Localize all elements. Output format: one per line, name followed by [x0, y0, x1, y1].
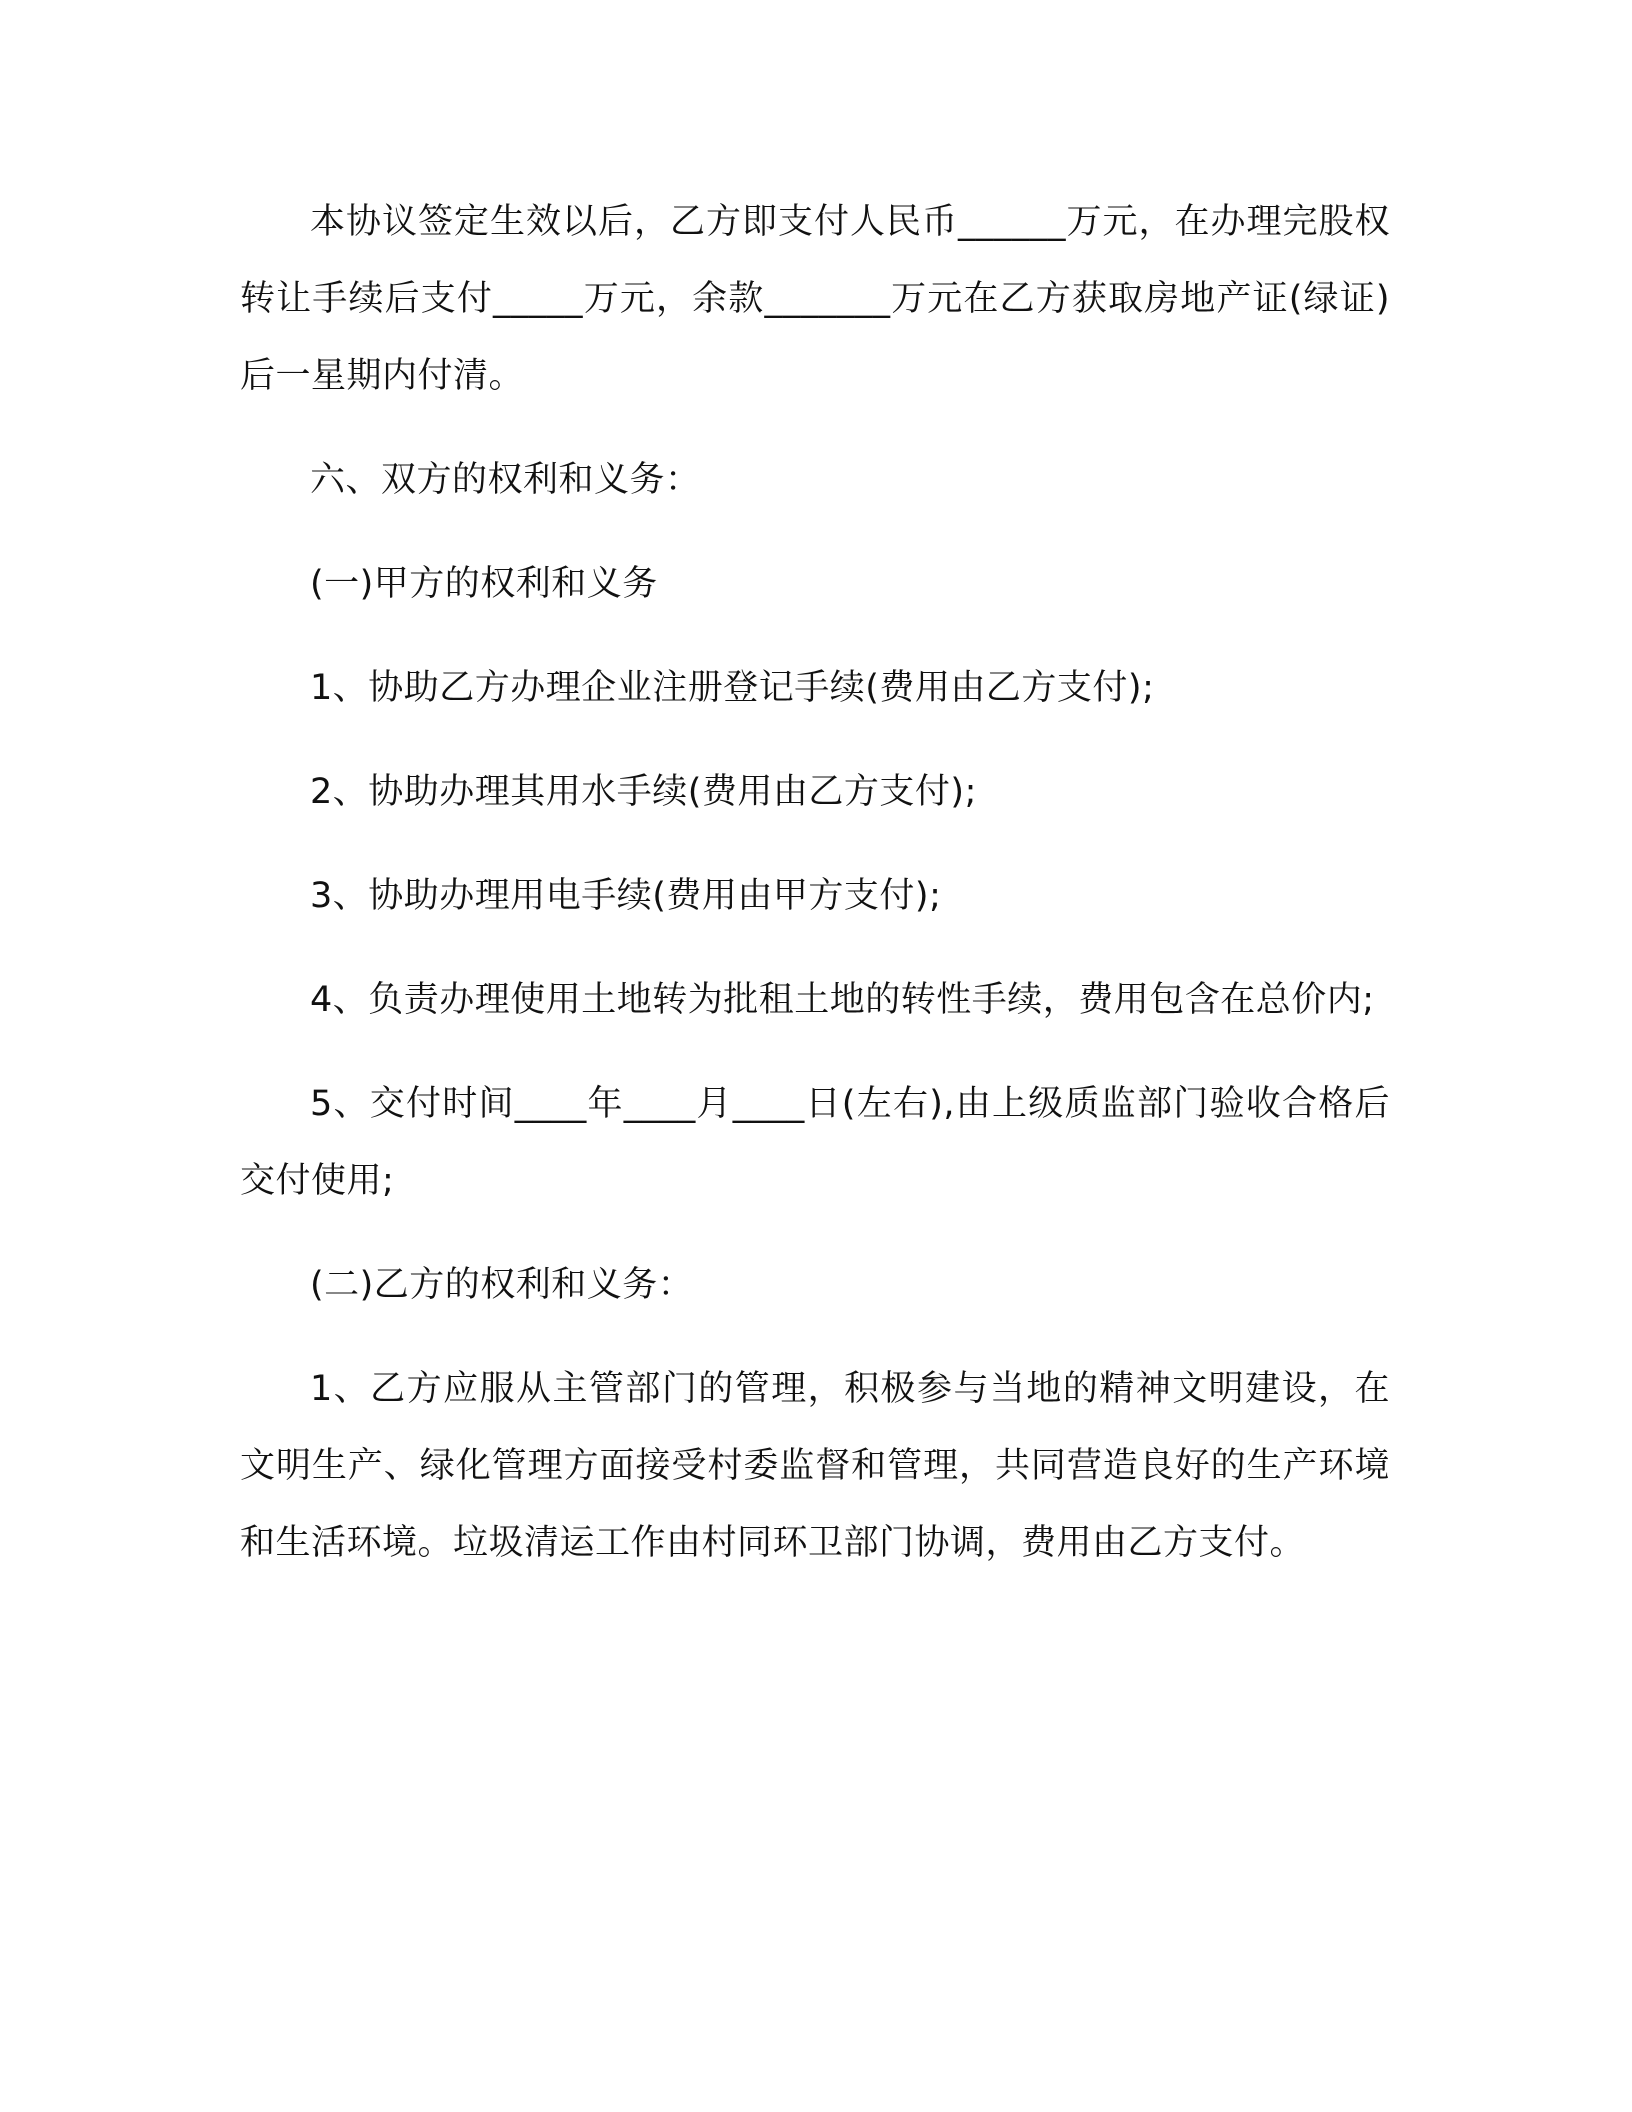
party-a-item-1: 1、协助乙方办理企业注册登记手续(费用由乙方支付); [310, 668, 1155, 708]
party-a-item-2: 2、协助办理其用水手续(费用由乙方支付); [310, 772, 977, 812]
document-body [240, 184, 1390, 1609]
party-a-item-4: 4、负责办理使用土地转为批租土地的转性手续，费用包含在总价内; [310, 980, 1375, 1020]
subsection-heading-party-b: (二)乙方的权利和义务： [310, 1265, 694, 1305]
party-a-item-3: 3、协助办理用电手续(费用由甲方支付); [310, 876, 942, 916]
paragraph-payment-terms: 本协议签定生效以后，乙方即支付人民币______万元，在办理完股权转让手续后支付_____万元，余款_______万元在乙方获取房地产证(绿证)后一星期内付清。 [240, 202, 1390, 396]
party-a-item-5: 5、交付时间____年____月____日(左右),由上级质监部门验收合格后交付使用; [240, 1084, 1390, 1201]
subsection-heading-party-a: (一)甲方的权利和义务 [310, 564, 658, 604]
party-b-item-1: 1、乙方应服从主管部门的管理，积极参与当地的精神文明建设，在文明生产、绿化管理方面接受村委监督和管理，共同营造良好的生产环境和生活环境。垃圾清运工作由村同环卫部门协调，费用由乙方支付。 [240, 1369, 1390, 1563]
section-heading-rights-obligations: 六、双方的权利和义务： [310, 460, 701, 500]
